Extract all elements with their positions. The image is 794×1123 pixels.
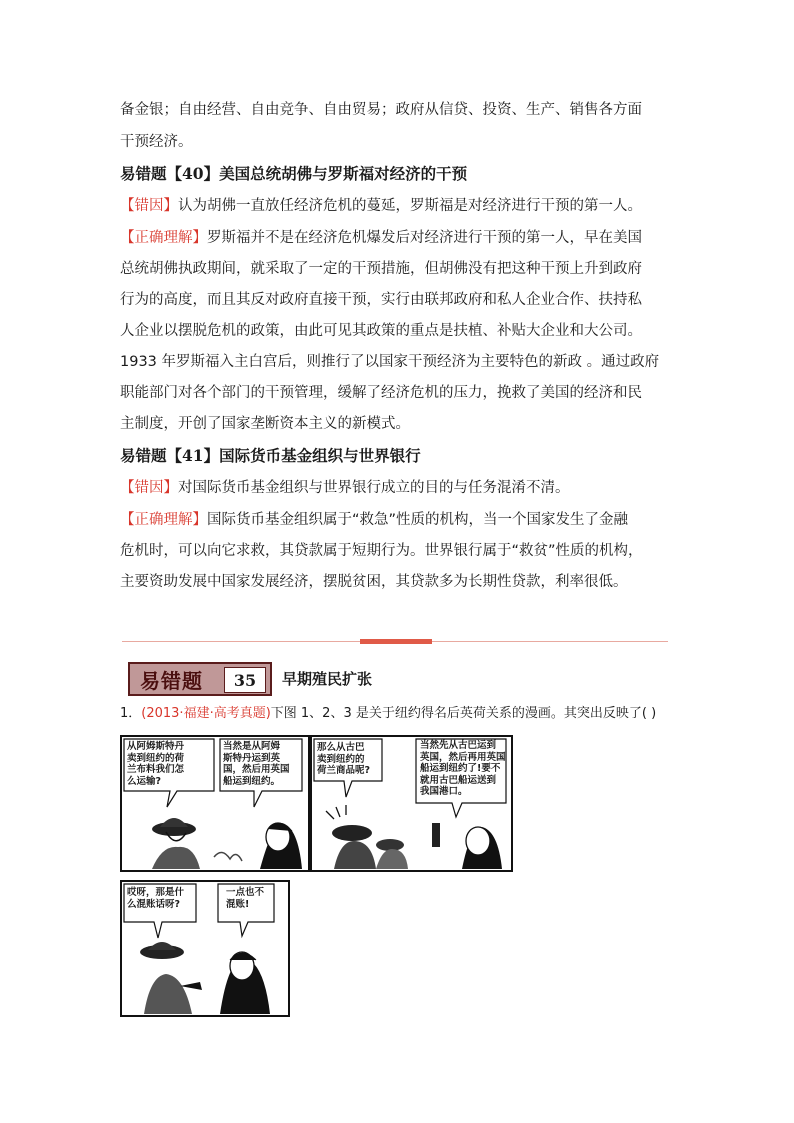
speech-bubble-p2-left: 那么从古巴 卖到纽约的 荷兰商品呢? [317,742,371,776]
item41-title: 易错题【41】国际货币基金组织与世界银行 [120,446,421,465]
cartoon-panel-3 [120,880,290,1017]
item40-error [120,195,642,217]
item41-correct-line-2: 危机时，可以向它求救，其贷款属于短期行为。世界银行属于“救贫”性质的机构， [120,543,643,559]
question-line [120,705,656,723]
speech-bubble-p3-left: 哎呀，那是什 么混账话呀? [127,887,185,910]
error-tag: 【错因】 [120,480,178,496]
correct-tag: 【正确理解】 [120,230,207,246]
correct-text: 罗斯福并不是在经济危机爆发后对经济进行干预的第一人，早在美国 [207,230,642,246]
item41-correct-line-3: 主要资助发展中国家发展经济，摆脱贫困，其贷款多为长期性贷款，利率很低。 [120,574,628,590]
question-text: 下图 1、2、3 是关于纽约得名后英荷关系的漫画。其突出反映了( ) [270,706,657,721]
correct-tag: 【正确理解】 [120,512,207,528]
section-tag [128,662,272,696]
cartoon-panel-2 [310,735,513,872]
body-line-2: 干预经济。 [120,134,193,150]
item40-correct-line-2: 总统胡佛执政期间，就采取了一定的干预措施，但胡佛没有把这种干预上升到政府 [120,261,642,277]
speech-bubble-p1-right: 当然是从阿姆 斯特丹运到英 国，然后用英国 船运到纽约。 [223,741,290,787]
speech-bubble-p1-left: 从阿姆斯特丹 卖到纽约的荷 兰布料我们怎 么运输? [127,741,185,787]
section-title: 早期殖民扩张 [282,670,373,688]
speech-bubble-p2-right: 当然先从古巴运到 英国，然后再用英国 船运到纽约了!要不 就用古巴船运送到 我国港口。 [420,740,506,797]
correct-text: 国际货币基金组织属于“救急”性质的机构，当一个国家发生了金融 [207,512,629,528]
question-number: 1． [120,706,142,721]
error-text: 认为胡佛一直放任经济危机的蔓延，罗斯福是对经济进行干预的第一人。 [178,198,642,214]
cartoon-panel-1 [120,735,310,872]
section-tag-word: 易错题 [140,668,203,693]
item41-error [120,477,570,499]
divider-accent [360,639,432,644]
question-source: (2013·福建·高考真题) [141,706,271,721]
item40-correct-line-3: 行为的高度，而且其反对政府直接干预，实行由联邦政府和私人企业合作、扶持私 [120,292,642,308]
error-tag: 【错因】 [120,198,178,214]
item40-correct-line-6: 职能部门对各个部门的干预管理，缓解了经济危机的压力，挽救了美国的经济和民 [120,385,642,401]
speech-bubble-p3-right: 一点也不 混账! [226,887,265,910]
section-tag-number: 35 [224,667,266,693]
item40-correct-line-5: 1933 年罗斯福入主白宫后，则推行了以国家干预经济为主要特色的新政 。通过政府 [120,354,660,370]
item40-correct-line-7: 主制度，开创了国家垄断资本主义的新模式。 [120,416,410,432]
item40-title: 易错题【40】美国总统胡佛与罗斯福对经济的干预 [120,164,468,183]
error-text: 对国际货币基金组织与世界银行成立的目的与任务混淆不清。 [178,480,570,496]
body-line-1: 备金银；自由经营、自由竞争、自由贸易；政府从信贷、投资、生产、销售各方面 [120,102,642,118]
item40-correct-line-1 [120,227,642,249]
item41-correct-line-1 [120,509,628,531]
item40-correct-line-4: 人企业以摆脱危机的政策，由此可见其政策的重点是扶植、补贴大企业和大公司。 [120,323,642,339]
